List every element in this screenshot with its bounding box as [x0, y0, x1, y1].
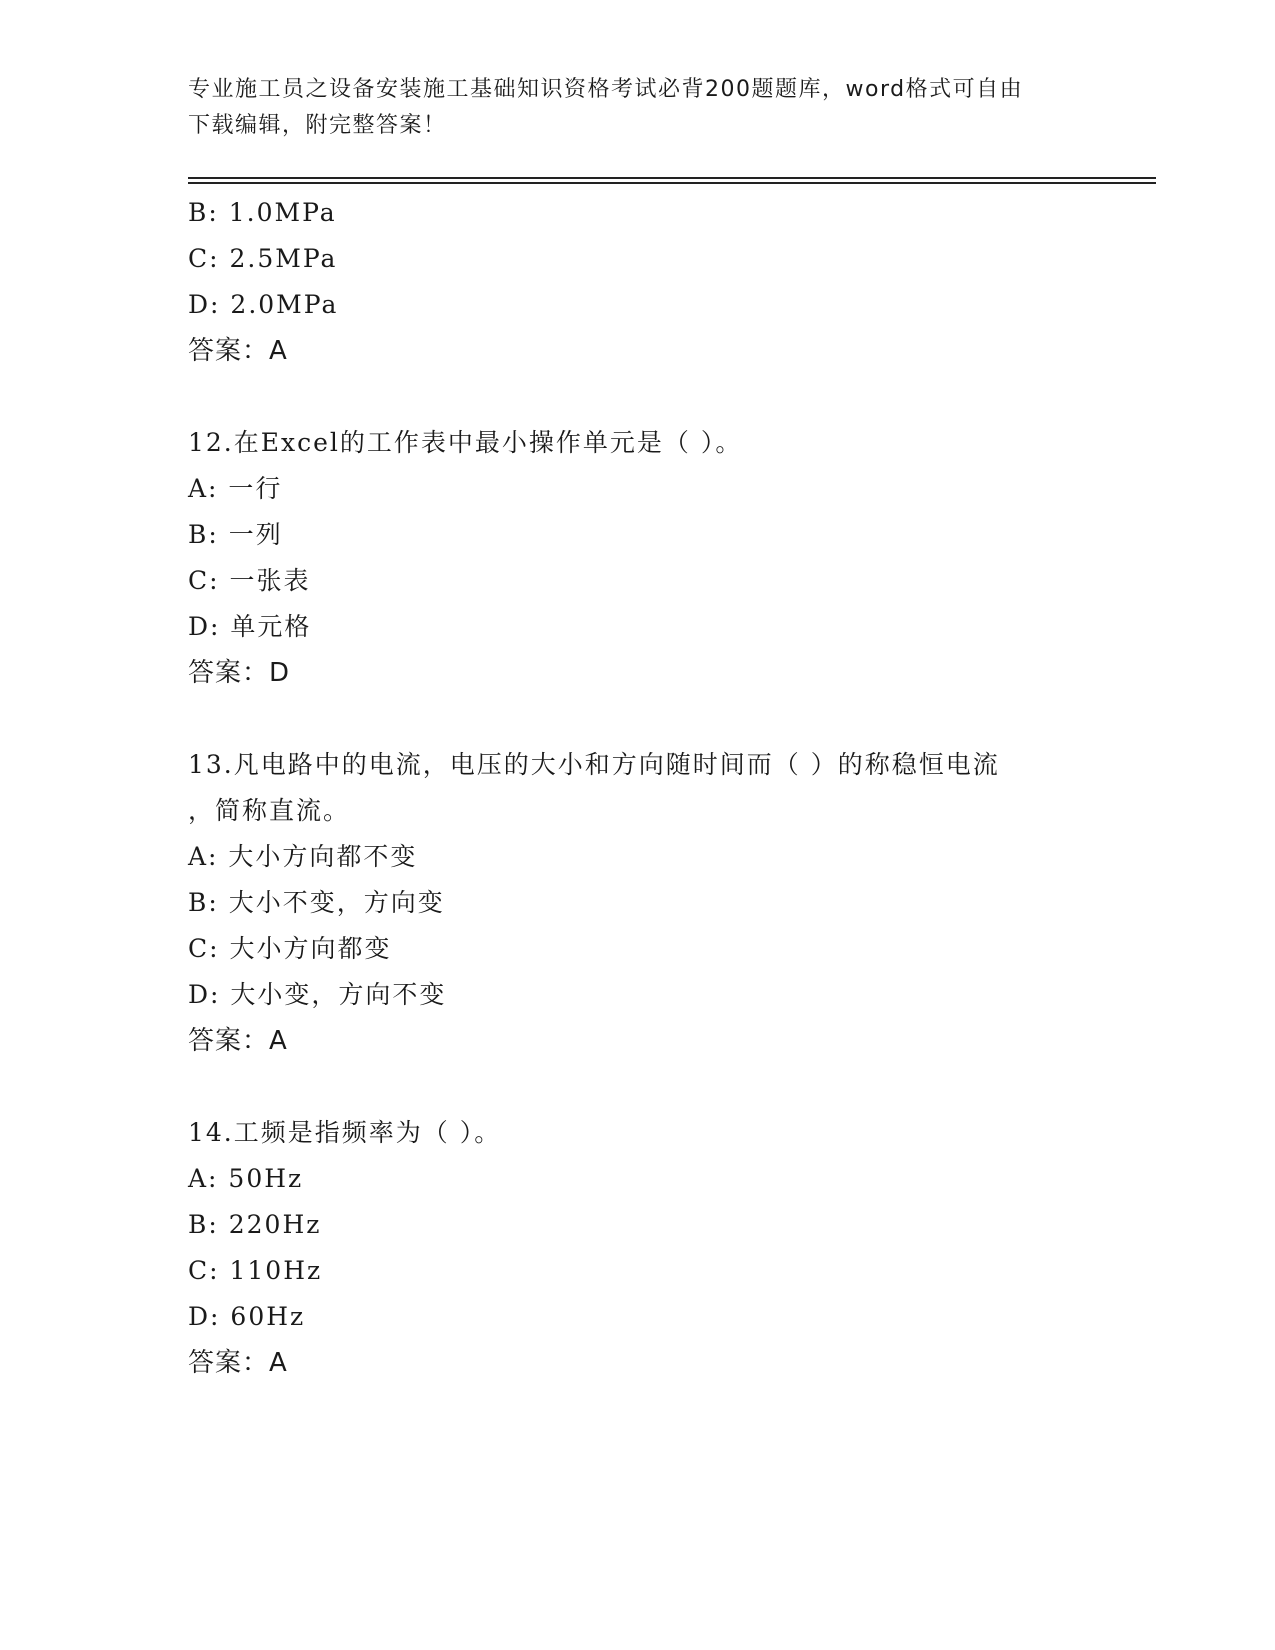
option-c: C: 大小方向都变: [188, 934, 392, 963]
answer: 答案：A: [188, 1026, 288, 1056]
question-11-continued: [188, 190, 1148, 374]
option-a: A: 50Hz: [188, 1164, 304, 1193]
answer: 答案：A: [188, 1348, 288, 1378]
option-b: B: 220Hz: [188, 1210, 322, 1239]
option-c: C: 一张表: [188, 566, 311, 595]
header-divider-bottom: [188, 182, 1156, 184]
header-line-2: 下载编辑，附完整答案！: [188, 113, 447, 138]
option-d: D: 2.0MPa: [188, 290, 339, 319]
option-c: C: 110Hz: [188, 1256, 323, 1285]
question-title: 14.工频是指频率为（ ）。: [188, 1118, 502, 1147]
header-divider-top: [188, 177, 1156, 179]
option-b: B: 大小不变，方向变: [188, 888, 445, 917]
header-line-1: 专业施工员之设备安装施工基础知识资格考试必背200题题库，word格式可自由: [188, 77, 1024, 102]
question-title-line-1: 13.凡电路中的电流，电压的大小和方向随时间而（ ）的称稳恒电流: [188, 750, 1000, 779]
question-title-line-2: ，简称直流。: [188, 796, 351, 825]
option-d: D: 60Hz: [188, 1302, 306, 1331]
option-a: A: 大小方向都不变: [188, 842, 418, 871]
answer: 答案：A: [188, 336, 288, 366]
question-12: [188, 420, 1148, 696]
option-a: A: 一行: [188, 474, 283, 503]
option-b: B: 1.0MPa: [188, 198, 337, 227]
answer: 答案：D: [188, 658, 291, 688]
question-title: 12.在Excel的工作表中最小操作单元是（ ）。: [188, 428, 743, 457]
option-d: D: 大小变，方向不变: [188, 980, 447, 1009]
document-body: [188, 190, 1148, 1386]
page-header: [188, 72, 1088, 144]
question-13: [188, 742, 1148, 1064]
question-14: [188, 1110, 1148, 1386]
option-c: C: 2.5MPa: [188, 244, 338, 273]
option-b: B: 一列: [188, 520, 283, 549]
option-d: D: 单元格: [188, 612, 312, 641]
